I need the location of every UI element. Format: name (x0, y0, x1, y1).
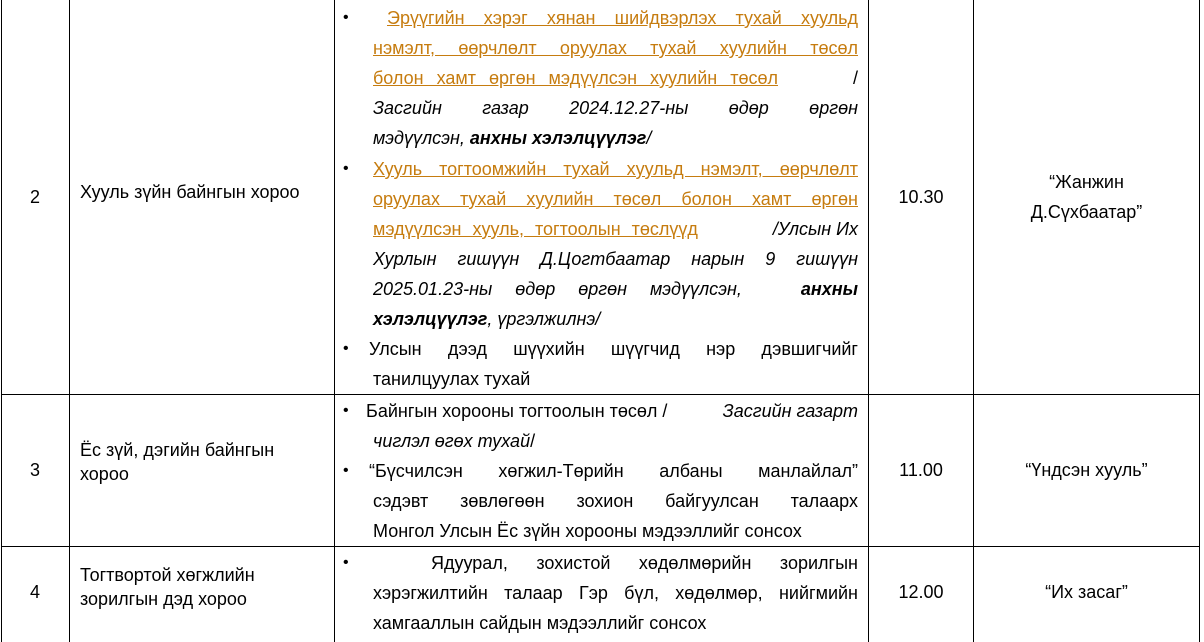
agenda-text: болон хамт өргөн мэдүүлсэн хуулийн төсөл / (373, 63, 858, 93)
agenda-text: хамгааллын сайдын мэдээллийг сонсох (373, 613, 707, 633)
agenda-text: Хурлын гишүүн Д.Цогтбаатар нарын 9 гишүүн (373, 249, 858, 269)
agenda-link[interactable]: Эрүүгийн хэрэг хянан шийдвэрлэх тухай хуульд (387, 8, 858, 28)
agenda-text: мэдүүлсэн хууль, тогтоолын төслүүд /Улсын Их (373, 214, 858, 244)
row-divider-2 (1, 546, 1200, 547)
agenda-text: Засгийн газар 2024.12.27-ны өдөр өргөн (373, 98, 858, 118)
bullet-icon: • (343, 402, 349, 419)
row-number: 3 (29, 460, 40, 480)
meeting-room: “Их засаг” (1045, 582, 1128, 602)
committee-name: Тогтвортой хөгжлийн зорилгын дэд хороо (80, 565, 255, 609)
meeting-room: “Жанжин Д.Сүхбаатар” (1030, 172, 1143, 222)
meeting-time: 11.00 (899, 460, 943, 480)
bullet-icon: • (343, 160, 349, 177)
agenda-link[interactable]: болон хамт өргөн мэдүүлсэн хуулийн төсөл (373, 68, 778, 88)
agenda-text: Байнгын хорооны тогтоолын төсөл / Засгийн газарт (366, 401, 858, 421)
agenda-text: Монгол Улсын Ёс зүйн хорооны мэдээллийг сонсох (373, 521, 802, 541)
agenda-text: хэрэгжилтийн талаар Гэр бүл, хөдөлмөр, нийгмийн (373, 583, 858, 603)
row-number: 4 (29, 582, 40, 602)
bullet-icon: • (343, 554, 349, 571)
committee-name: Хууль зүйн байнгын хороо (80, 182, 300, 202)
bullet-icon: • (343, 462, 349, 479)
agenda-link[interactable]: мэдүүлсэн хууль, тогтоолын төслүүд (373, 219, 698, 239)
agenda-text: Ядуурал, зохистой хөдөлмөрийн зорилгын (431, 553, 858, 573)
bullet-icon: • (343, 340, 349, 357)
row-divider-1 (1, 394, 1200, 395)
agenda-text: танилцуулах тухай (373, 369, 531, 389)
agenda-text: хэлэлцүүлэг, үргэлжилнэ/ (373, 309, 601, 329)
meeting-time: 12.00 (898, 582, 944, 602)
committee-name: Ёс зүй, дэгийн байнгын хороо (80, 440, 275, 484)
agenda-text: чиглэл өгөх тухай/ (373, 431, 536, 451)
agenda-link[interactable]: оруулах тухай хуулийн төсөл болон хамт өргөн (373, 189, 858, 209)
row-number: 2 (29, 187, 40, 207)
agenda-text: 2025.01.23-ны өдөр өргөн мэдүүлсэн, анхны (373, 279, 858, 299)
agenda-link[interactable]: Хууль тогтоомжийн тухай хуульд нэмэлт, өөрчлөлт (373, 159, 858, 179)
agenda-text: сэдэвт зөвлөгөөн зохион байгуулсан талаарх (373, 491, 858, 511)
agenda-text: Улсын дээд шүүхийн шүүгчид нэр дэвшигчийг (369, 339, 858, 359)
bullet-icon: • (343, 9, 349, 26)
meeting-room: “Үндсэн хууль” (1025, 460, 1148, 480)
meeting-time: 10.30 (898, 187, 944, 207)
agenda-link[interactable]: нэмэлт, өөрчлөлт оруулах тухай хуулийн төсөл (373, 38, 858, 58)
agenda-text: “Бүсчилсэн хөгжил-Төрийн албаны манлайлал” (369, 461, 858, 481)
agenda-text: мэдүүлсэн, анхны хэлэлцүүлэг/ (373, 128, 652, 148)
